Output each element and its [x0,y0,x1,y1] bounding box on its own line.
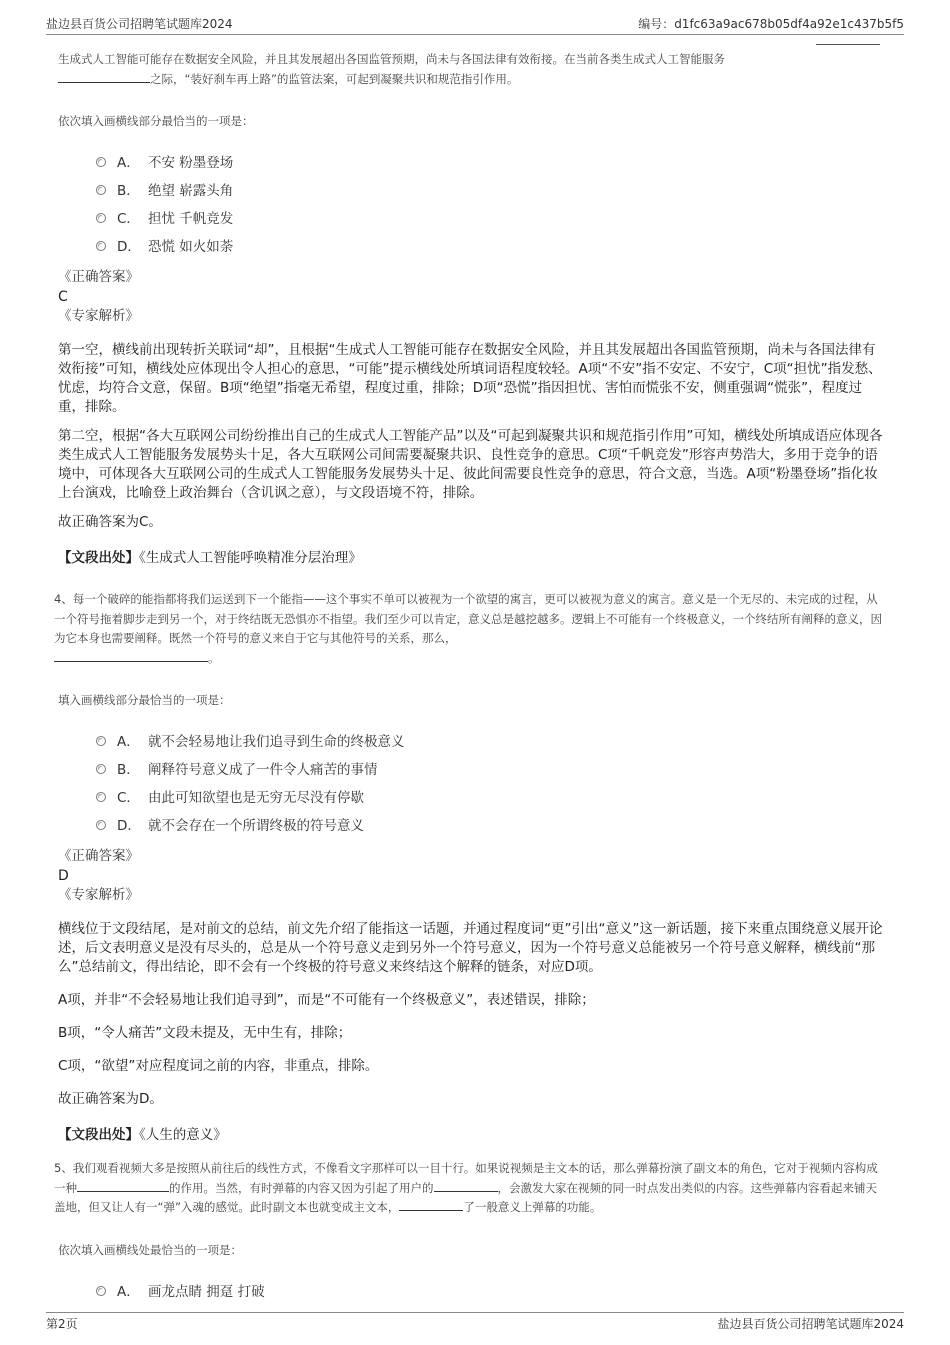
q4-text-a: 4、每一个破碎的能指都将我们运送到下一个能指——这个事实不单可以被视为一个欲望的寓言，更可以被视为意义的寓言。意义是一个无尽的、未完成的过程，从一个符号拖着脚步走到另一个，对于终结既无恐惧亦不指望。我们至少可以肯定，意义总是越挖越多。逻辑上不可能有一个终极意义，一个终结所有阐释的意义，因为它本身也需要阐释。既然一个符号的意义来自于它与其他符号的关系，那么， [54,592,882,645]
q4-option-b[interactable]: B． 阐释符号意义成了一件令人痛苦的事情 [96,756,888,784]
q3-analysis-label: 《专家解析》 [58,308,139,324]
header-title: 盐边县百货公司招聘笔试题库2024 [46,17,233,31]
q3-options [96,149,888,261]
q3-analysis-1: 第一空，横线前出现转折关联词“却”，且根据“生成式人工智能可能存在数据安全风险，并且其发展超出各国监管预期，尚未与各国法律有效衔接”可知，横线处应体现出令人担心的意思，“可能”提示横线处所填词语程度较轻。A项“不安”指不安定、不安宁，C项“担忧”指发愁、忧虑，均符合文意，保留。B项“绝望”指毫无希望，程度过重，排除；D项“恐慌”指因担忧、害怕而慌张不安，侧重强调“慌张”，程度过重，排除。 [58,342,882,415]
q5-text-d: 了一般意义上弹幕的功能。 [463,1200,602,1214]
page-header [46,14,904,35]
q4-analysis-4: C项，“欲望”对应程度词之前的内容，非重点，排除。 [58,1058,379,1074]
q5-option-a[interactable]: A． 画龙点睛 拥趸 打破 [96,1278,888,1306]
q3-text-b: 之际，“装好刹车再上路”的监管法案，可起到凝聚共识和规范指引作用。 [150,71,519,86]
radio-icon[interactable] [96,764,106,774]
q3-text [58,50,888,89]
q3-text-a: 生成式人工智能可能存在数据安全风险，并且其发展超出各国监管预期，尚未与各国法律有效衔接。在当前各类生成式人工智能服务 [58,52,725,66]
q3-source-label: 【文段出处】 [58,550,139,566]
q5-blank-1 [77,1179,169,1192]
q4-analysis-2: A项，并非“不会轻易地让我们追寻到”，而是“不可能有一个终极意义”，表述错误，排除； [58,992,595,1008]
q4-answer: D [58,868,69,884]
page-number: 第2页 [46,1317,78,1331]
top-blank-line [816,44,880,45]
radio-icon[interactable] [96,792,106,802]
q4-option-d[interactable]: D． 就不会存在一个所谓终极的符号意义 [96,812,888,840]
q3-analysis-3: 故正确答案为C。 [58,514,162,530]
footer-title: 盐边县百货公司招聘笔试题库2024 [717,1317,904,1331]
q4-text-b: 。 [208,650,220,665]
q4-analysis-1: 横线位于文段结尾，是对前文的总结，前文先介绍了能指这一话题，并通过程度词“更”引出“意义”这一新话题，接下来重点围绕意义展开论述，后文表明意义是没有尽头的，总是从一个符号意义走到另外一个符号意义，因为一个符号意义总能被另一个符号意义解释，横线前“那么”总结前文，得出结论，即不会有一个终极的符号意义来终结这个解释的链条，对应D项。 [58,921,883,975]
q3-source-title: 《生成式人工智能呼唤精准分层治理》 [139,550,362,566]
q3-analysis-2: 第二空，根据“各大互联网公司纷纷推出自己的生成式人工智能产品”以及“可起到凝聚共识和规范指引作用”可知，横线处所填成语应体现各类生成式人工智能服务发展势头十足，各大互联网公司间需要凝聚共识、良性竞争的意思。C项“千帆竞发”形容声势浩大，多用于竞争的语境中，可体现各大互联网公司的生成式人工智能服务发展势头十足、彼此间需要良性竞争的意思，符合文意，当选。A项“粉墨登场”指化妆上台演戏，比喻登上政治舞台（含讥讽之意），与文段语境不符，排除。 [58,428,883,501]
q3-prompt: 依次填入画横线部分最恰当的一项是： [58,114,254,128]
radio-icon[interactable] [96,213,106,223]
q3-answer-label: 《正确答案》 [58,269,139,285]
q5-text-c: ，会激发大家在视频的同一时点发出类似的内容。这些弹幕内容看起来铺天盖地，但又让人有一“弹”入魂的感觉。此时副文本也就变成主文本， [54,1180,877,1214]
radio-icon[interactable] [96,241,106,251]
q3-option-c[interactable]: C． 担忧 千帆竞发 [96,205,888,233]
q3-option-a[interactable]: A． 不安 粉墨登场 [96,149,888,177]
q4-source-label: 【文段出处】 [58,1127,139,1143]
q5-prompt: 依次填入画横线处最恰当的一项是： [58,1242,242,1257]
page-footer [46,1312,904,1333]
q4-text [54,590,888,668]
q5-options [96,1278,888,1306]
q5-text-a: 5、我们观看视频大多是按照从前往后的线性方式，不像看文字那样可以一目十行。如果说视频是主文本的话，那么弹幕扮演了副文本的角色，它对于视频内容构成一种 [54,1161,878,1195]
q3-option-b[interactable]: B． 绝望 崭露头角 [96,177,888,205]
q4-analysis-3: B项，“令人痛苦”文段未提及，无中生有，排除； [58,1025,352,1041]
q3-source [58,546,888,566]
q5-text [54,1159,888,1218]
q4-answer-label: 《正确答案》 [58,848,139,864]
q4-source [58,1123,888,1143]
q3-option-d[interactable]: D． 恐慌 如火如荼 [96,233,888,261]
page-content [54,48,888,1312]
radio-icon[interactable] [96,185,106,195]
q4-prompt: 填入画横线部分最恰当的一项是： [58,693,231,707]
radio-icon[interactable] [96,736,106,746]
q4-blank [54,649,208,662]
q4-option-a[interactable]: A． 就不会轻易地让我们追寻到生命的终极意义 [96,728,888,756]
q5-blank-3 [399,1198,463,1211]
q4-analysis-5: 故正确答案为D。 [58,1091,163,1107]
radio-icon[interactable] [96,820,106,830]
radio-icon[interactable] [96,1286,106,1296]
q4-options [96,728,888,840]
q4-source-title: 《人生的意义》 [139,1127,227,1143]
header-doc-id: 编号：d1fc63a9ac678b05df4a92e1c437b5f5 [638,17,904,31]
q4-analysis-label: 《专家解析》 [58,887,139,903]
q3-answer: C [58,289,68,305]
radio-icon[interactable] [96,157,106,167]
q5-blank-2 [434,1179,498,1192]
q3-blank-1 [58,70,150,83]
q4-option-c[interactable]: C． 由此可知欲望也是无穷无尽没有停歇 [96,784,888,812]
q5-text-b: 的作用。当然，有时弹幕的内容又因为引起了用户的 [169,1180,434,1195]
